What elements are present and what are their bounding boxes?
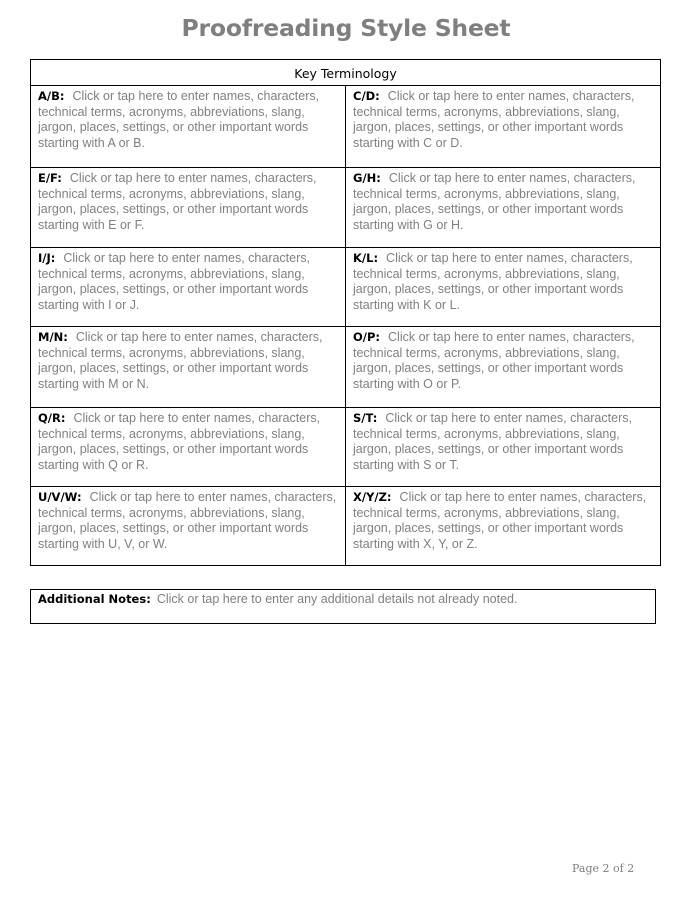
term-entry-field[interactable]: Click or tap here to enter names, characters, technical terms, acronyms, abbreviations, slang, jargon, places, settings, or other important words starting with M or N. [38, 330, 323, 391]
term-cell-g-h [346, 168, 661, 248]
term-entry-field[interactable]: Click or tap here to enter names, characters, technical terms, acronyms, abbreviations, slang, jargon, places, settings, or other important words starting with E or F. [38, 171, 317, 232]
term-entry-field[interactable]: Click or tap here to enter names, characters, technical terms, acronyms, abbreviations, slang, jargon, places, settings, or other important words starting with K or L. [353, 251, 633, 312]
term-entry-field[interactable]: Click or tap here to enter names, characters, technical terms, acronyms, abbreviations, slang, jargon, places, settings, or other important words starting with C or D. [353, 89, 635, 150]
term-cell-e-f [31, 168, 346, 248]
term-cell-a-b [31, 86, 346, 168]
page-number: Page 2 of 2 [572, 862, 635, 875]
term-entry-field[interactable]: Click or tap here to enter names, characters, technical terms, acronyms, abbreviations, slang, jargon, places, settings, or other important words starting with S or T. [353, 411, 632, 472]
term-cell-x-y-z [346, 487, 661, 566]
term-entry-field[interactable]: Click or tap here to enter names, characters, technical terms, acronyms, abbreviations, slang, jargon, places, settings, or other important words starting with G or H. [353, 171, 636, 232]
term-entry-field[interactable]: Click or tap here to enter names, characters, technical terms, acronyms, abbreviations, slang, jargon, places, settings, or other important words starting with I or J. [38, 251, 310, 312]
term-cell-s-t [346, 408, 661, 487]
additional-notes-field[interactable]: Click or tap here to enter any additional details not already noted. [156, 592, 518, 606]
term-label: G/H: [353, 171, 381, 185]
term-label: K/L: [353, 251, 379, 265]
term-label: S/T: [353, 411, 378, 425]
term-cell-c-d [346, 86, 661, 168]
term-entry-field[interactable]: Click or tap here to enter names, characters, technical terms, acronyms, abbreviations, slang, jargon, places, settings, or other important words starting with X, Y, or Z. [353, 490, 647, 551]
term-entry-field[interactable]: Click or tap here to enter names, characters, technical terms, acronyms, abbreviations, slang, jargon, places, settings, or other important words starting with Q or R. [38, 411, 321, 472]
term-cell-o-p [346, 327, 661, 408]
term-cell-i-j [31, 248, 346, 327]
term-label: M/N: [38, 330, 68, 344]
additional-notes-box [30, 589, 656, 624]
term-label: X/Y/Z: [353, 490, 392, 504]
term-entry-field[interactable]: Click or tap here to enter names, characters, technical terms, acronyms, abbreviations, slang, jargon, places, settings, or other important words starting with O or P. [353, 330, 635, 391]
page-title: Proofreading Style Sheet [181, 14, 511, 42]
additional-notes-label: Additional Notes: [38, 592, 151, 606]
term-label: E/F: [38, 171, 62, 185]
term-label: I/J: [38, 251, 56, 265]
term-entry-field[interactable]: Click or tap here to enter names, characters, technical terms, acronyms, abbreviations, slang, jargon, places, settings, or other important words starting with U, V, or W. [38, 490, 337, 551]
term-label: Q/R: [38, 411, 66, 425]
term-cell-u-v-w [31, 487, 346, 566]
term-cell-k-l [346, 248, 661, 327]
term-cell-q-r [31, 408, 346, 487]
term-label: C/D: [353, 89, 380, 103]
term-cell-m-n [31, 327, 346, 408]
term-label: O/P: [353, 330, 381, 344]
term-label: U/V/W: [38, 490, 82, 504]
table-header: Key Terminology [31, 60, 661, 86]
term-entry-field[interactable]: Click or tap here to enter names, characters, technical terms, acronyms, abbreviations, slang, jargon, places, settings, or other important words starting with A or B. [38, 89, 320, 150]
key-terminology-table [30, 59, 661, 566]
term-label: A/B: [38, 89, 65, 103]
